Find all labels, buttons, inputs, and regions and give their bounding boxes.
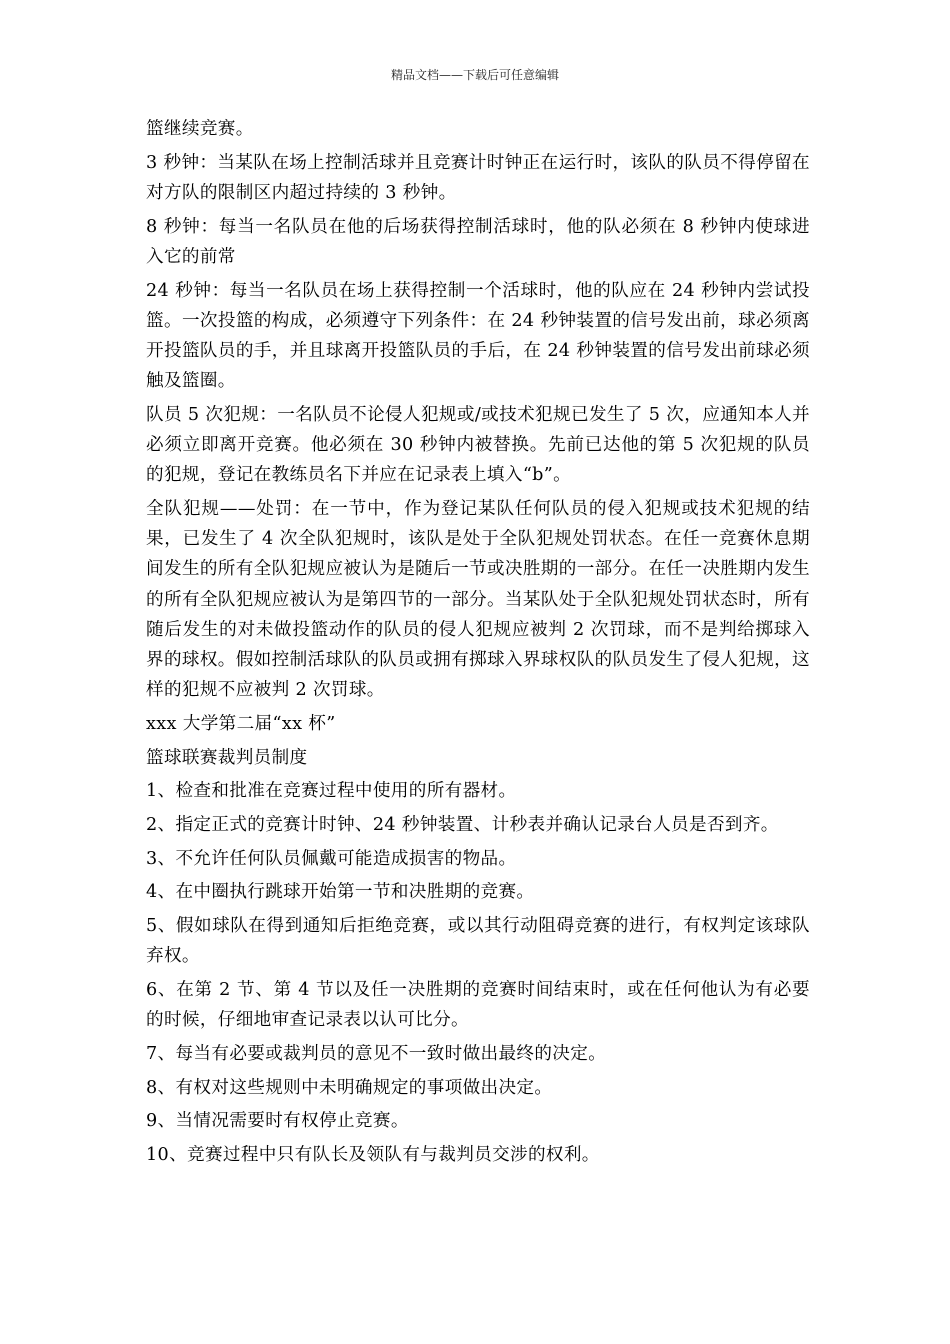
document-body bbox=[146, 114, 810, 1174]
page-header: 精品文档——下载后可任意编辑 bbox=[390, 68, 559, 82]
rule-item-4: 4、在中圈执行跳球开始第一节和决胜期的竞赛。 bbox=[146, 882, 535, 903]
paragraph-8-second-rule: 8 秒钟：每当一名队员在他的后场获得控制活球时，他的队必须在 8 秒钟内使球进入它的前常 bbox=[146, 216, 810, 267]
section-title-line-2: 篮球联赛裁判员制度 bbox=[146, 747, 308, 768]
rule-item-6: 6、在第 2 节、第 4 节以及任一决胜期的竞赛时间结束时，或在任何他认为有必要的时候，仔细地审查记录表以认可比分。 bbox=[146, 979, 810, 1031]
paragraph-team-fouls-penalty: 全队犯规——处罚：在一节中，作为登记某队任何队员的侵入犯规或技术犯规的结果，已发生了 4 次全队犯规时，该队是处于全队犯规处罚状态。在任一竞赛休息期间发生的所有全队犯规应被认为是随后一节或决胜期的一部分。在任一决胜期内发生的所有全队犯规应被认为是第四节的一部分。当某队处于全队犯规处罚状态时，所有随后发生的对未做投篮动作的队员的侵人犯规应被判 2 次罚球，而不是判给掷球入界的球权。假如控制活球队的队员或拥有掷球入界球权队的队员发生了侵人犯规，这样的犯规不应被判 2 次罚球。 bbox=[146, 498, 810, 701]
paragraph-24-second-rule: 24 秒钟：每当一名队员在场上获得控制一个活球时，他的队应在 24 秒钟内尝试投篮。一次投篮的构成，必须遵守下列条件：在 24 秒钟装置的信号发出前，球必须离开投篮队员的手，并且球离开投篮队员的手后，在 24 秒钟装置的信号发出前球必须触及篮圈。 bbox=[146, 280, 810, 392]
rule-item-5: 5、假如球队在得到通知后拒绝竞赛，或以其行动阻碍竞赛的进行，有权判定该球队弃权。 bbox=[146, 916, 810, 967]
rule-item-1: 1、检查和批准在竞赛过程中使用的所有器材。 bbox=[146, 781, 517, 802]
rule-item-9: 9、当情况需要时有权停止竞赛。 bbox=[146, 1111, 409, 1132]
paragraph-3-second-rule: 3 秒钟：当某队在场上控制活球并且竞赛计时钟正在运行时，该队的队员不得停留在对方队的限制区内超过持续的 3 秒钟。 bbox=[146, 152, 810, 203]
paragraph-player-five-fouls: 队员 5 次犯规：一名队员不论侵人犯规或/或技术犯规已发生了 5 次，应通知本人并必须立即离开竞赛。他必须在 30 秒钟内被替换。先前已达他的第 5 次犯规的队员的犯规，登记在教练员名下并应在记录表上填入“b”。 bbox=[146, 404, 810, 486]
rule-item-8: 8、有权对这些规则中未明确规定的事项做出决定。 bbox=[146, 1077, 553, 1098]
rule-item-2: 2、指定正式的竞赛计时钟、24 秒钟装置、计秒表并确认记录台人员是否到齐。 bbox=[146, 814, 779, 835]
section-title-line-1: xxx 大学第二届“xx 杯” bbox=[146, 713, 336, 734]
paragraph-continuation: 篮继续竞赛。 bbox=[146, 119, 254, 139]
rule-item-7: 7、每当有必要或裁判员的意见不一致时做出最终的决定。 bbox=[146, 1043, 607, 1064]
rule-item-10: 10、竞赛过程中只有队长及领队有与裁判员交涉的权利。 bbox=[146, 1145, 600, 1165]
rule-item-3: 3、不允许任何队员佩戴可能造成损害的物品。 bbox=[146, 848, 517, 869]
